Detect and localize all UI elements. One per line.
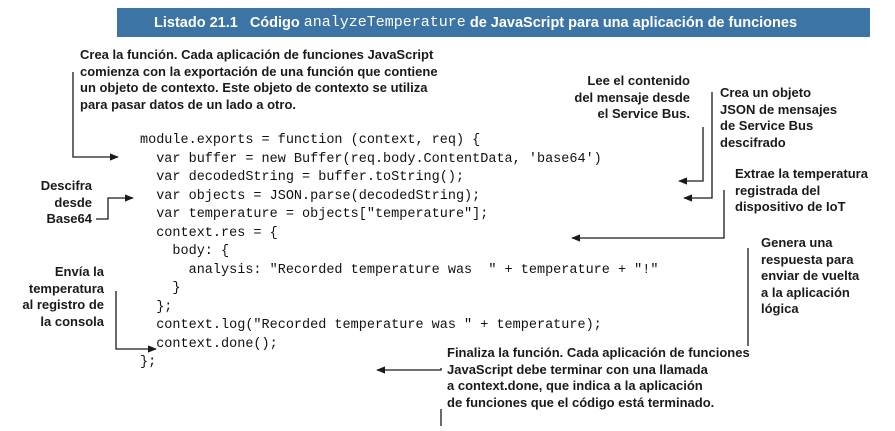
annotation-finish-function: Finaliza la función. Cada aplicación de funciones JavaScript debe terminar con una llamada a context.done, que indica a la aplicación de funciones que el código está terminado. <box>447 345 750 410</box>
arrow-create-function <box>73 72 118 157</box>
annotation-create-json: Crea un objeto JSON de mensajes de Service Bus descifrado <box>720 85 838 150</box>
listing-title-suffix: de JavaScript para una aplicación de funciones <box>465 14 798 31</box>
code-line: analysis: "Recorded temperature was " + temperature + "!" <box>140 262 659 278</box>
code-line: var decodedString = buffer.toString(); <box>140 170 465 185</box>
code-line: }; <box>140 299 173 315</box>
code-line: context.done(); <box>140 336 278 352</box>
code-line: body: { <box>140 244 230 259</box>
arrow-extract-temperature <box>572 190 724 238</box>
arrow-create-json <box>684 92 712 198</box>
code-line: var objects = JSON.parse(decodedString); <box>140 188 481 204</box>
listing-number: Listado 21.1 <box>154 14 238 31</box>
code-line: var temperature = objects["temperature"]; <box>140 207 489 222</box>
code-line: context.res = { <box>140 225 278 241</box>
code-line: }; <box>140 355 157 370</box>
arrow-decode-base64 <box>96 198 133 219</box>
code-line: } <box>140 281 181 296</box>
arrow-log-console <box>116 291 156 349</box>
code-line: var buffer = new Buffer(req.body.ContentData, 'base64') <box>140 151 602 167</box>
annotation-read-message: Lee el contenido del mensaje desde el Service Bus. <box>574 73 690 121</box>
listing-title-code: analyzeTemperature <box>303 14 466 31</box>
code-line: module.exports = function (context, req) { <box>140 133 481 148</box>
annotation-decode-base64: Descifra desde Base64 <box>40 178 92 226</box>
annotation-generate-response: Genera una respuesta para enviar de vuelta a la aplicación lógica <box>761 235 860 316</box>
annotation-create-function: Crea la función. Cada aplicación de funciones JavaScript comienza con la exportación de una función que contiene un objeto de contexto. Este objeto de contexto se utiliza para pasar datos de un lado a otro. <box>80 47 438 112</box>
annotation-log-console: Envía la temperatura al registro de la consola <box>22 264 104 329</box>
arrow-finish-function <box>377 368 441 370</box>
code-line: context.log("Recorded temperature was " + temperature); <box>140 318 602 333</box>
listing-title-prefix: Código <box>249 14 304 31</box>
arrow-read-message <box>679 127 703 181</box>
annotation-extract-temperature: Extrae la temperatura registrada del dispositivo de IoT <box>735 166 868 214</box>
